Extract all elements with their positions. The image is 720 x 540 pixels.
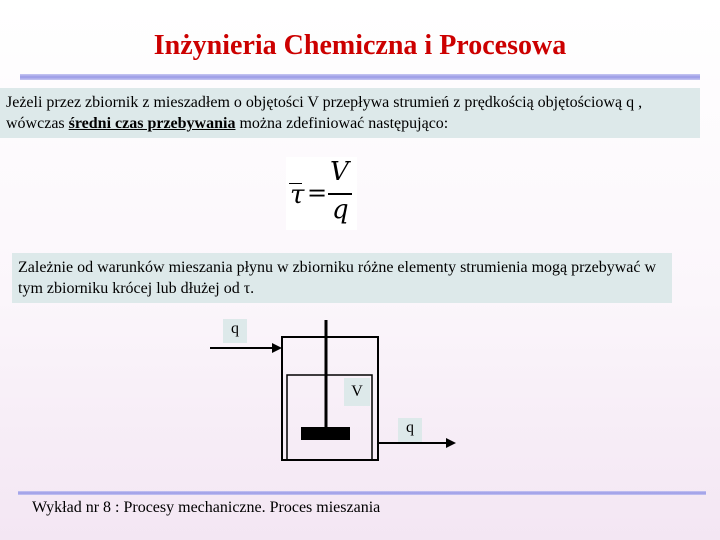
inlet-flow-label: q [223,319,247,343]
intro-text-start: Jeżeli przez zbiornik z mieszadłem o objętości V przepływa strumień z prędkością objętościową q , wówczas [6,94,643,132]
inlet-arrow-head [272,343,282,353]
note-text-box: Zależnie od warunków mieszania płynu w zbiorniku różne elementy strumienia mogą przebywać w tym zbiorniku krócej lub dłużej od τ. [12,253,672,303]
tank-volume-label: V [344,378,370,406]
formula-lhs: τ [290,180,305,210]
page-title: Inżynieria Chemiczna i Procesowa [153,30,567,61]
formula-numerator: V [330,157,349,187]
intro-text-end: można zdefiniować następująco: [235,115,449,132]
formula-equals: = [307,179,328,207]
footer-divider [18,491,706,495]
outlet-arrow-head [446,438,456,448]
outlet-flow-label: q [398,418,422,442]
intro-term-highlight: średni czas przebywania [68,115,236,132]
stirrer-impeller [301,427,350,440]
formula-denominator: q [332,195,349,225]
footer-text: Wykład nr 8 : Procesy mechaniczne. Proces mieszania [32,499,381,516]
